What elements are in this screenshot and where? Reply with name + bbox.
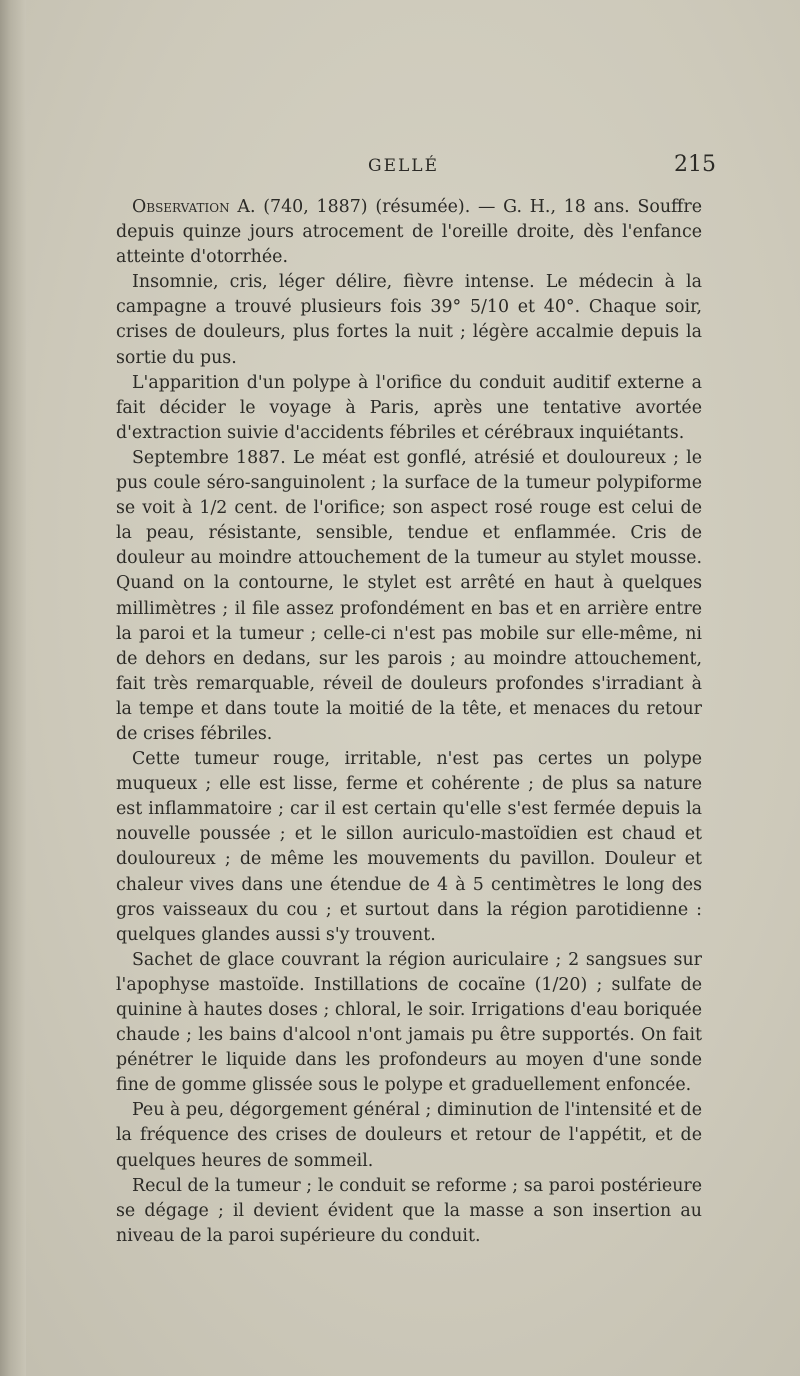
paragraph-observation <box>116 195 702 270</box>
page-header <box>116 152 716 184</box>
paragraph: Cette tumeur rouge, irritable, n'est pas certes un polype muqueux ; elle est lisse, ferme et cohérente ; de plus sa nature est inflammatoire ; car il est certain qu'elle s'est fermée depuis la nouvelle poussée ; et le sillon auriculo-mastoïdien est chaud et douloureux ; de même les mouvements du pavillon. Douleur et chaleur vives dans une étendue de 4 à 5 centimètres le long des gros vaisseaux du cou ; et surtout dans la région parotidienne : quelques glandes aussi s'y trouvent. <box>116 749 702 945</box>
observation-label: Observation A. <box>132 197 256 217</box>
paragraph: L'apparition d'un polype à l'orifice du conduit auditif externe a fait décider le voyage à Paris, après une tentative avortée d'extraction suivie d'accidents fébriles et cérébraux inquiétants. <box>116 372 702 443</box>
paragraph: Recul de la tumeur ; le conduit se reforme ; sa paroi postérieure se dégage ; il devient évident que la masse a son insertion au niveau de la paroi supérieure du conduit. <box>116 1175 702 1246</box>
page-spine-shadow <box>0 0 26 1376</box>
page-number: 215 <box>674 152 716 177</box>
paragraph: Sachet de glace couvrant la région auriculaire ; 2 sangsues sur l'apophyse mastoïde. Instillations de cocaïne (1/20) ; sulfate de quinine à hautes doses ; chloral, le soir. Irrigations d'eau boriquée chaude ; les bains d'alcool n'ont jamais pu être supportés. On fait pénétrer le liquide dans les profondeurs au moyen d'une sonde fine de gomme glissée sous le polype et graduellement enfoncée. <box>116 949 702 1096</box>
paragraph: Insomnie, cris, léger délire, fièvre intense. Le médecin à la campagne a trouvé plusieurs fois 39° 5/10 et 40°. Chaque soir, crises de douleurs, plus fortes la nuit ; légère accalmie depuis la sortie du pus. <box>116 272 702 368</box>
running-title: GELLÉ <box>368 156 439 176</box>
paragraph-text: (740, 1887) (résumée). — G. H., 18 ans. Souffre depuis quinze jours atrocement de l'oreille droite, dès l'enfance atteinte d'otorrhée. <box>116 197 702 268</box>
paragraph: Septembre 1887. Le méat est gonflé, atrésié et douloureux ; le pus coule séro-sanguinolent ; la surface de la tumeur polypiforme se voit à 1/2 cent. de l'orifice; son aspect rosé rouge est celui de la peau, résistante, sensible, tendue et enflammée. Cris de douleur au moindre attouchement de la tumeur au stylet mousse. Quand on la contourne, le stylet est arrêté en haut à quelques millimètres ; il file assez profondément en bas et en arrière entre la paroi et la tumeur ; celle-ci n'est pas mobile sur elle-même, ni de dehors en dedans, sur les parois ; au moindre attouchement, fait très remarquable, réveil de douleurs profondes s'irradiant à la tempe et dans toute la moitié de la tête, et menaces du retour de crises fébriles. <box>116 447 702 744</box>
paragraph: Peu à peu, dégorgement général ; diminution de l'intensité et de la fréquence des crises de douleurs et retour de l'appétit, et de quelques heures de sommeil. <box>116 1100 702 1171</box>
body-text <box>116 195 702 1249</box>
